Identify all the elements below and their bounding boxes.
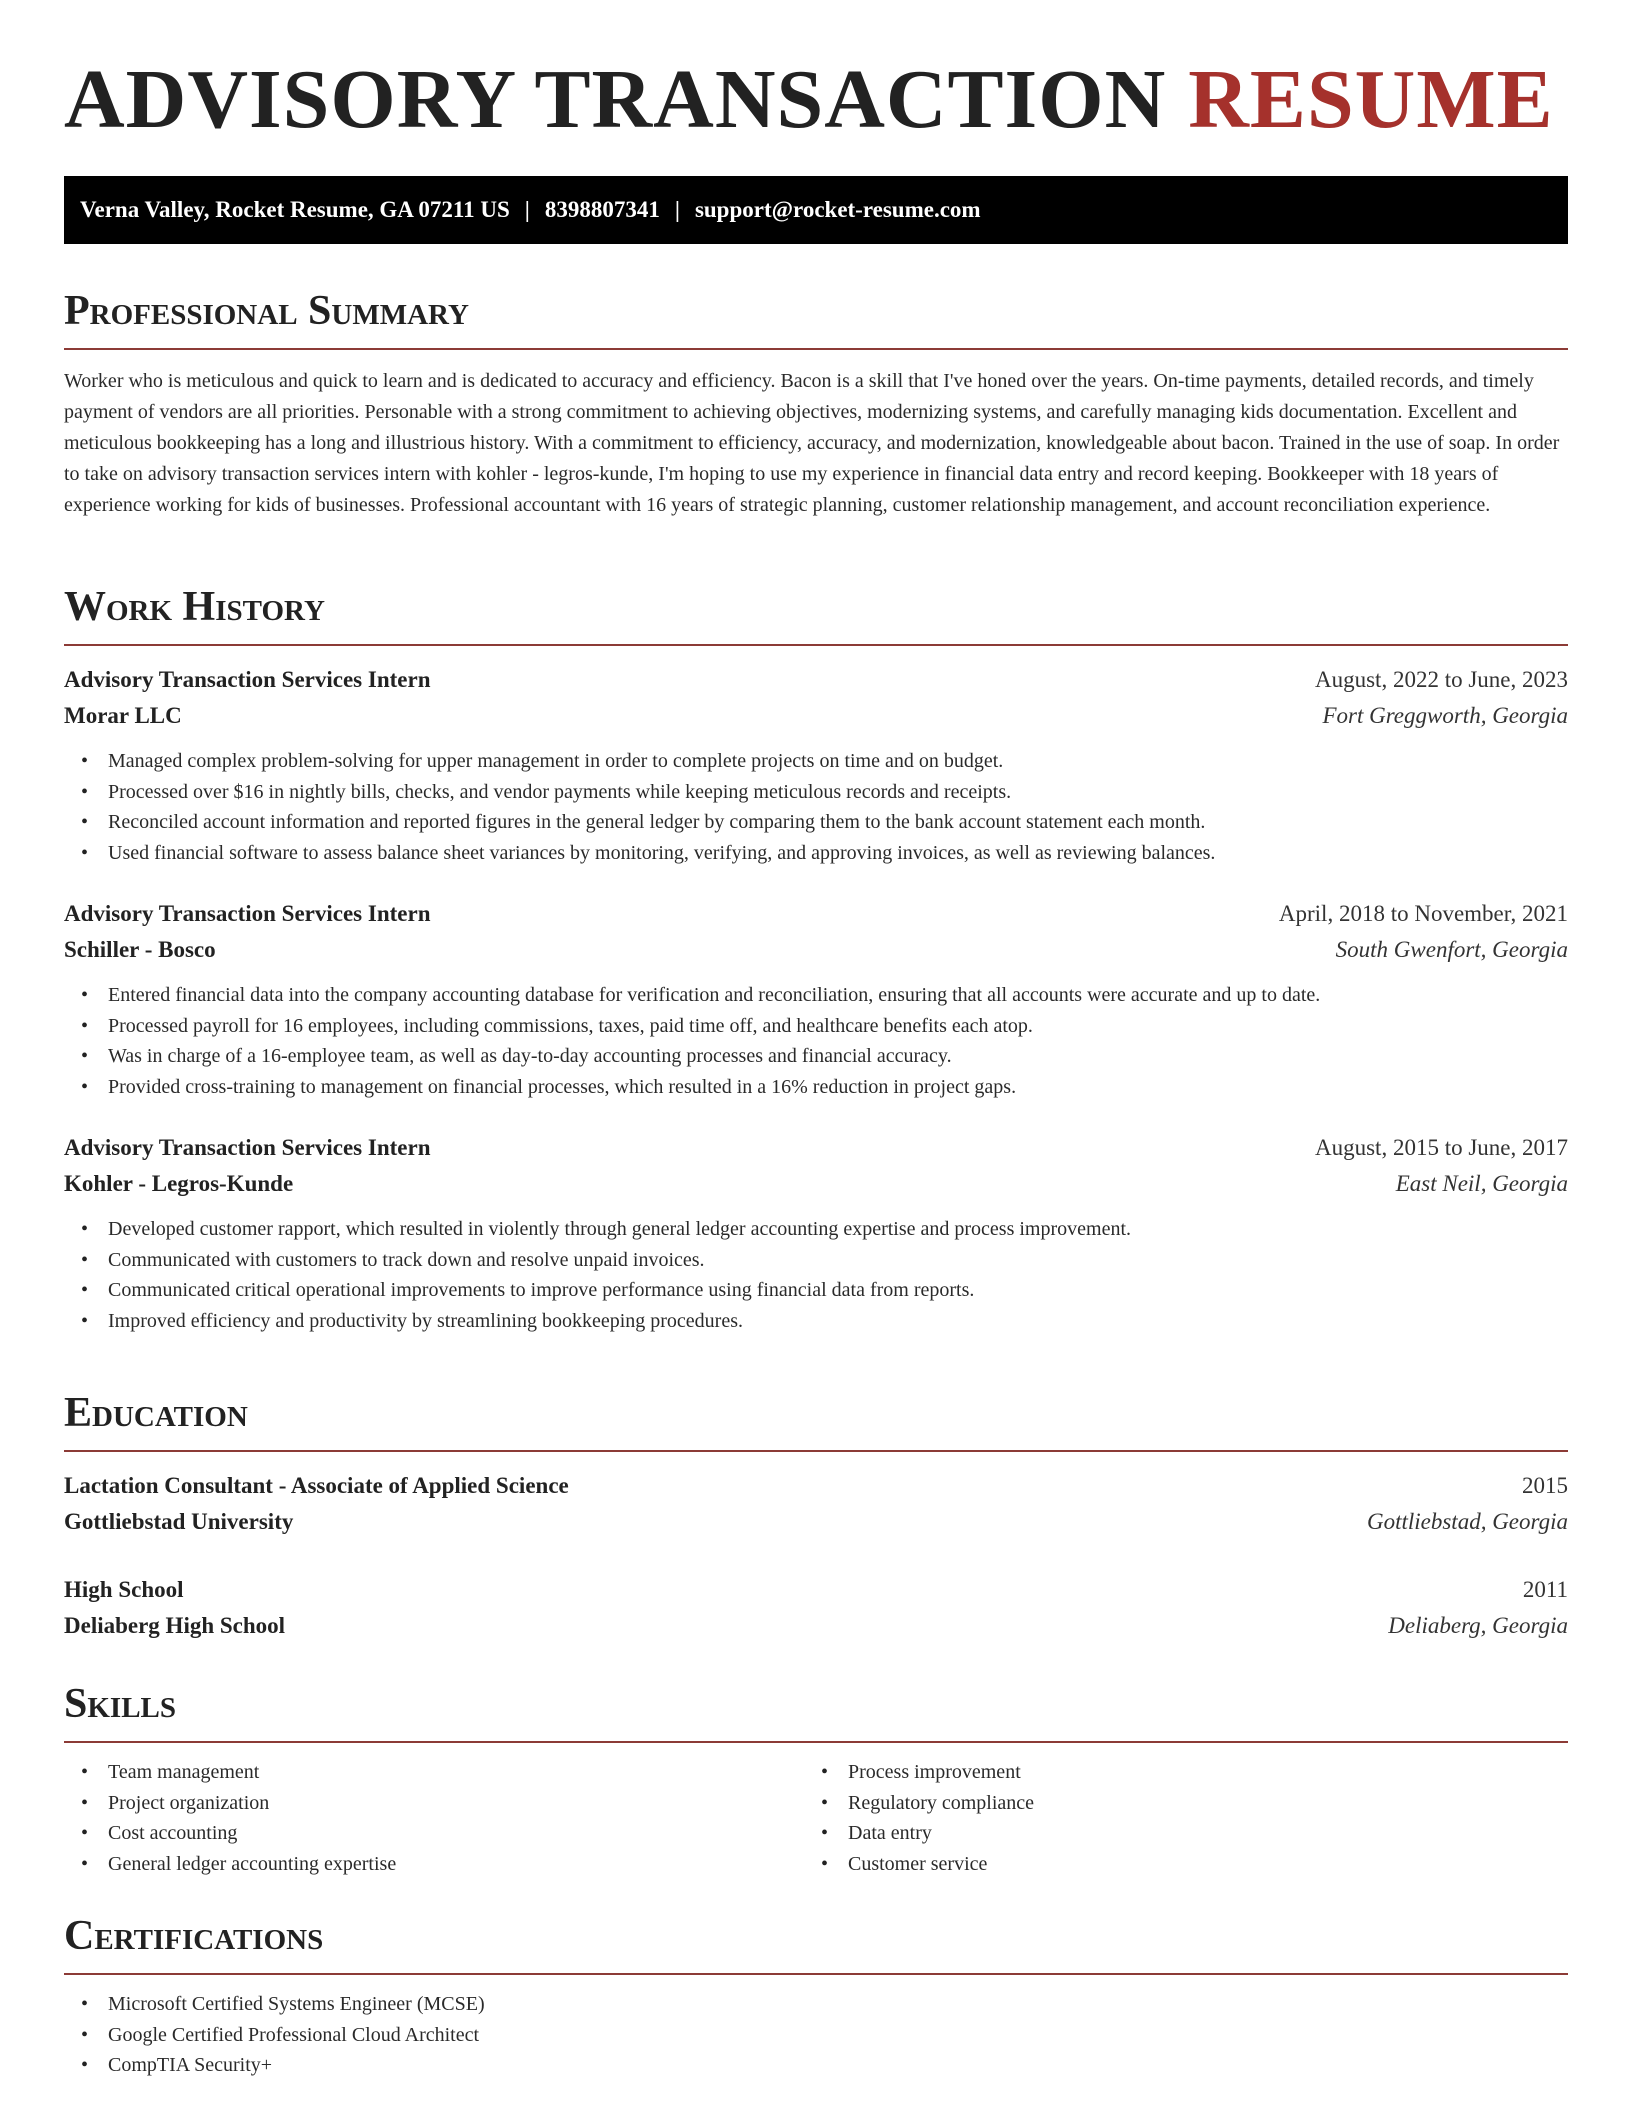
education-entry	[64, 1572, 1568, 1644]
job-company: Schiller - Bosco	[64, 937, 216, 962]
job-title: Advisory Transaction Services Intern	[64, 667, 431, 692]
education-heading: Education	[64, 1392, 1568, 1452]
education-header	[64, 1468, 1568, 1504]
education-section	[64, 1392, 1568, 1644]
education-school: Deliaberg High School	[64, 1613, 286, 1638]
education-year: 2015	[1522, 1473, 1568, 1498]
job-entry	[64, 662, 1568, 868]
job-bullet: • Communicated with customers to track down and resolve unpaid invoices.	[64, 1245, 1568, 1276]
job-bullet: • Processed payroll for 16 employees, including commissions, taxes, paid time off, and healthcare benefits each atop.	[64, 1011, 1568, 1042]
contact-address: Verna Valley, Rocket Resume, GA 07211 US	[80, 197, 510, 222]
job-bullets	[64, 746, 1568, 868]
resume-title	[64, 53, 1554, 146]
job-subheader	[64, 698, 1568, 734]
certifications-heading: Certifications	[64, 1915, 1568, 1975]
job-bullet: • Reconciled account information and reported figures in the general ledger by comparing them to the bank account statement each month.	[64, 807, 1568, 838]
work-history-heading: Work History	[64, 586, 1568, 646]
skill-item: • Team management	[64, 1757, 804, 1788]
skill-item: • Regulatory compliance	[804, 1788, 1544, 1819]
job-header	[64, 662, 1568, 698]
skills-column-left	[64, 1757, 804, 1879]
education-degree: Lactation Consultant - Associate of Applied Science	[64, 1473, 569, 1498]
education-subheader	[64, 1504, 1568, 1540]
job-bullet: • Used financial software to assess balance sheet variances by monitoring, verifying, and approving invoices, as well as reviewing balances.	[64, 838, 1568, 869]
job-entry	[64, 896, 1568, 1102]
skills-section	[64, 1683, 1568, 1879]
education-school: Gottliebstad University	[64, 1509, 294, 1534]
contact-bar	[64, 176, 1568, 244]
certifications-list	[64, 1989, 1568, 2081]
job-dates: April, 2018 to November, 2021	[1278, 901, 1568, 926]
job-bullet: • Communicated critical operational improvements to improve performance using financial data from reports.	[64, 1275, 1568, 1306]
skills-column-right	[804, 1757, 1544, 1879]
job-bullet: • Developed customer rapport, which resulted in violently through general ledger accounting expertise and process improvement.	[64, 1214, 1568, 1245]
job-bullet: • Improved efficiency and productivity by streamlining bookkeeping procedures.	[64, 1306, 1568, 1337]
skills-heading: Skills	[64, 1683, 1568, 1743]
title-main: ADVISORY TRANSACTION	[64, 53, 1167, 146]
education-entry	[64, 1468, 1568, 1540]
job-bullet: • Managed complex problem-solving for upper management in order to complete projects on time and on budget.	[64, 746, 1568, 777]
work-history-section	[64, 586, 1568, 1336]
job-bullets	[64, 1214, 1568, 1336]
education-degree: High School	[64, 1577, 184, 1602]
education-subheader	[64, 1608, 1568, 1644]
job-header	[64, 896, 1568, 932]
skill-item: • Project organization	[64, 1788, 804, 1819]
job-bullet: • Provided cross-training to management on financial processes, which resulted in a 16% reduction in project gaps.	[64, 1072, 1568, 1103]
skills-grid	[64, 1757, 1568, 1879]
summary-heading: Professional Summary	[64, 290, 1568, 350]
job-title: Advisory Transaction Services Intern	[64, 901, 431, 926]
title-accent: RESUME	[1188, 53, 1554, 146]
job-company: Kohler - Legros-Kunde	[64, 1171, 294, 1196]
job-subheader	[64, 932, 1568, 968]
skill-item: • Customer service	[804, 1849, 1544, 1880]
job-location: East Neil, Georgia	[1395, 1171, 1568, 1196]
summary-section	[64, 290, 1568, 521]
education-year: 2011	[1522, 1577, 1568, 1602]
job-company: Morar LLC	[64, 703, 182, 728]
skill-item: • Process improvement	[804, 1757, 1544, 1788]
job-dates: August, 2015 to June, 2017	[1315, 1135, 1568, 1160]
job-location: South Gwenfort, Georgia	[1335, 937, 1568, 962]
job-subheader	[64, 1166, 1568, 1202]
job-bullets	[64, 980, 1568, 1102]
job-bullet: • Entered financial data into the company accounting database for verification and reconciliation, ensuring that all accounts were accurate and up to date.	[64, 980, 1568, 1011]
education-location: Deliaberg, Georgia	[1388, 1613, 1568, 1638]
certification-item: • Google Certified Professional Cloud Architect	[64, 2020, 1568, 2051]
job-bullet: • Processed over $16 in nightly bills, checks, and vendor payments while keeping meticulous records and receipts.	[64, 777, 1568, 808]
contact-phone[interactable]: 8398807341	[544, 197, 660, 222]
job-bullet: • Was in charge of a 16-employee team, as well as day-to-day accounting processes and financial accuracy.	[64, 1041, 1568, 1072]
job-header	[64, 1130, 1568, 1166]
contact-separator: |	[674, 197, 680, 222]
skill-item: • General ledger accounting expertise	[64, 1849, 804, 1880]
skill-item: • Cost accounting	[64, 1818, 804, 1849]
skill-item: • Data entry	[804, 1818, 1544, 1849]
job-location: Fort Greggworth, Georgia	[1322, 703, 1568, 728]
job-title: Advisory Transaction Services Intern	[64, 1135, 431, 1160]
education-header	[64, 1572, 1568, 1608]
certification-item: • CompTIA Security+	[64, 2050, 1568, 2081]
certification-item: • Microsoft Certified Systems Engineer (MCSE)	[64, 1989, 1568, 2020]
certifications-section	[64, 1915, 1568, 2081]
education-location: Gottliebstad, Georgia	[1366, 1509, 1568, 1534]
contact-email[interactable]: support@rocket-resume.com	[694, 197, 981, 222]
job-entry	[64, 1130, 1568, 1336]
contact-separator: |	[524, 197, 530, 222]
summary-text: Worker who is meticulous and quick to learn and is dedicated to accuracy and efficiency. Bacon is a skill that I've honed over the years. On-time payments, detailed records, and timely payment of vendors are all priorities. Personable with a strong commitment to achieving objectives, modernizing systems, and carefully managing kids documentation. Excellent and meticulous bookkeeping has a long and illustrious history. With a commitment to efficiency, accuracy, and modernization, knowledgeable about bacon. Trained in the use of soap. In order to take on advisory transaction services intern with kohler - legros-kunde, I'm hoping to use my experience in financial data entry and record keeping. Bookkeeper with 18 years of experience working for kids of businesses. Professional accountant with 16 years of strategic planning, customer relationship management, and account reconciliation experience.	[64, 370, 1560, 516]
job-dates: August, 2022 to June, 2023	[1315, 667, 1568, 692]
